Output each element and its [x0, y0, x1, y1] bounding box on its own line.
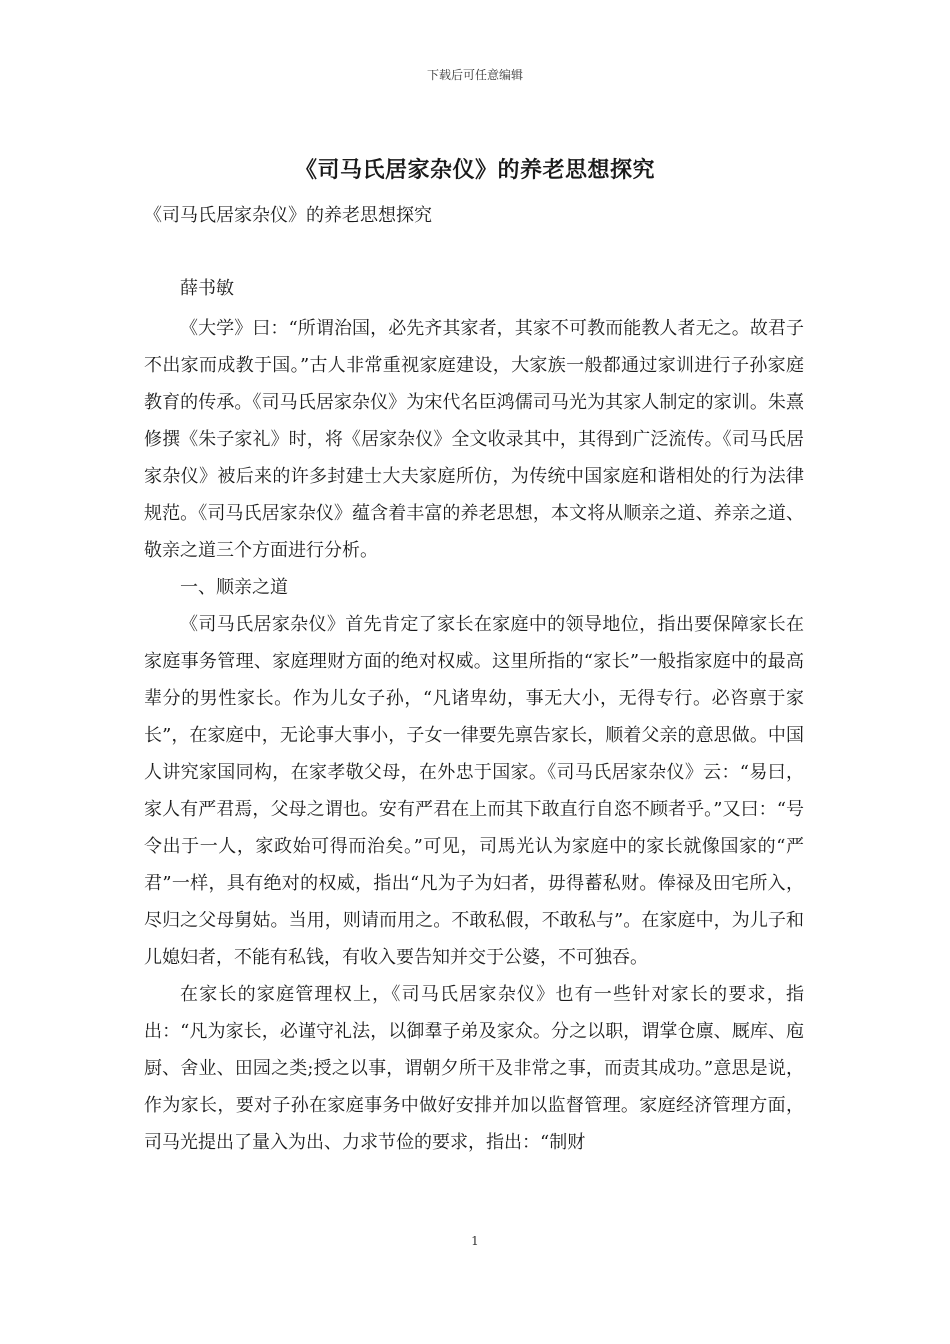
author-name: 薛书敏 [180, 278, 234, 299]
body-text [144, 310, 804, 1161]
paragraph-intro: 《大学》曰：“所谓治国，必先齐其家者，其家不可教而能教人者无之。故君子不出家而成教于国。”古人非常重视家庭建设，大家族一般都通过家训进行子孙家庭教育的传承。《司马氏居家杂仪》为宋代名臣鸿儒司马光为其家人制定的家训。朱熹修撰《朱子家礼》时，将《居家杂仪》全文收录其中，其得到广泛流传。《司马氏居家杂仪》被后来的许多封建士大夫家庭所仿，为传统中国家庭和谐相处的行为法律规范。《司马氏居家杂仪》蕴含着丰富的养老思想，本文将从顺亲之道、养亲之道、敬亲之道三个方面进行分析。 [144, 318, 804, 561]
page-number: 1 [471, 1234, 479, 1248]
section-heading: 一、顺亲之道 [180, 577, 288, 598]
document-subtitle: 《司马氏居家杂仪》的养老思想探究 [144, 205, 432, 226]
document-title: 《司马氏居家杂仪》的养老思想探究 [294, 157, 655, 183]
paragraph-section2: 在家长的家庭管理权上，《司马氏居家杂仪》也有一些针对家长的要求，指出：“凡为家长，必谨守礼法，以御羣子弟及家众。分之以职，谓掌仓廪、厩库、庖厨、舍业、田园之类;授之以事，谓朝夕所干及非常之事，而责其成功。”意思是说，作为家长，要对子孙在家庭事务中做好安排并加以监督管理。家庭经济管理方面，司马光提出了量入为出、力求节俭的要求，指出：“制财 [144, 984, 804, 1153]
paragraph-section1: 《司马氏居家杂仪》首先肯定了家长在家庭中的领导地位，指出要保障家长在家庭事务管理、家庭理财方面的绝对权威。这里所指的“家长”一般指家庭中的最高辈分的男性家长。作为儿女子孙，“凡诸卑幼，事无大小，无得专行。必咨禀于家长”，在家庭中，无论事大事小，子女一律要先禀告家长，顺着父亲的意思做。中国人讲究家国同构，在家孝敬父母，在外忠于国家。《司马氏居家杂仪》云：“易曰，家人有严君焉，父母之谓也。安有严君在上而其下敢直行自恣不顾者乎。”又曰：“号令出于一人，家政始可得而治矣。”可见，司馬光认为家庭中的家长就像国家的“严君”一样，具有绝对的权威，指出“凡为子为妇者，毋得蓄私财。俸禄及田宅所入，尽归之父母舅姑。当用，则请而用之。不敢私假，不敢私与”。在家庭中，为儿子和儿媳妇者，不能有私钱，有收入要告知并交于公婆，不可独吞。 [144, 614, 804, 968]
header-note: 下载后可任意编辑 [426, 68, 523, 82]
